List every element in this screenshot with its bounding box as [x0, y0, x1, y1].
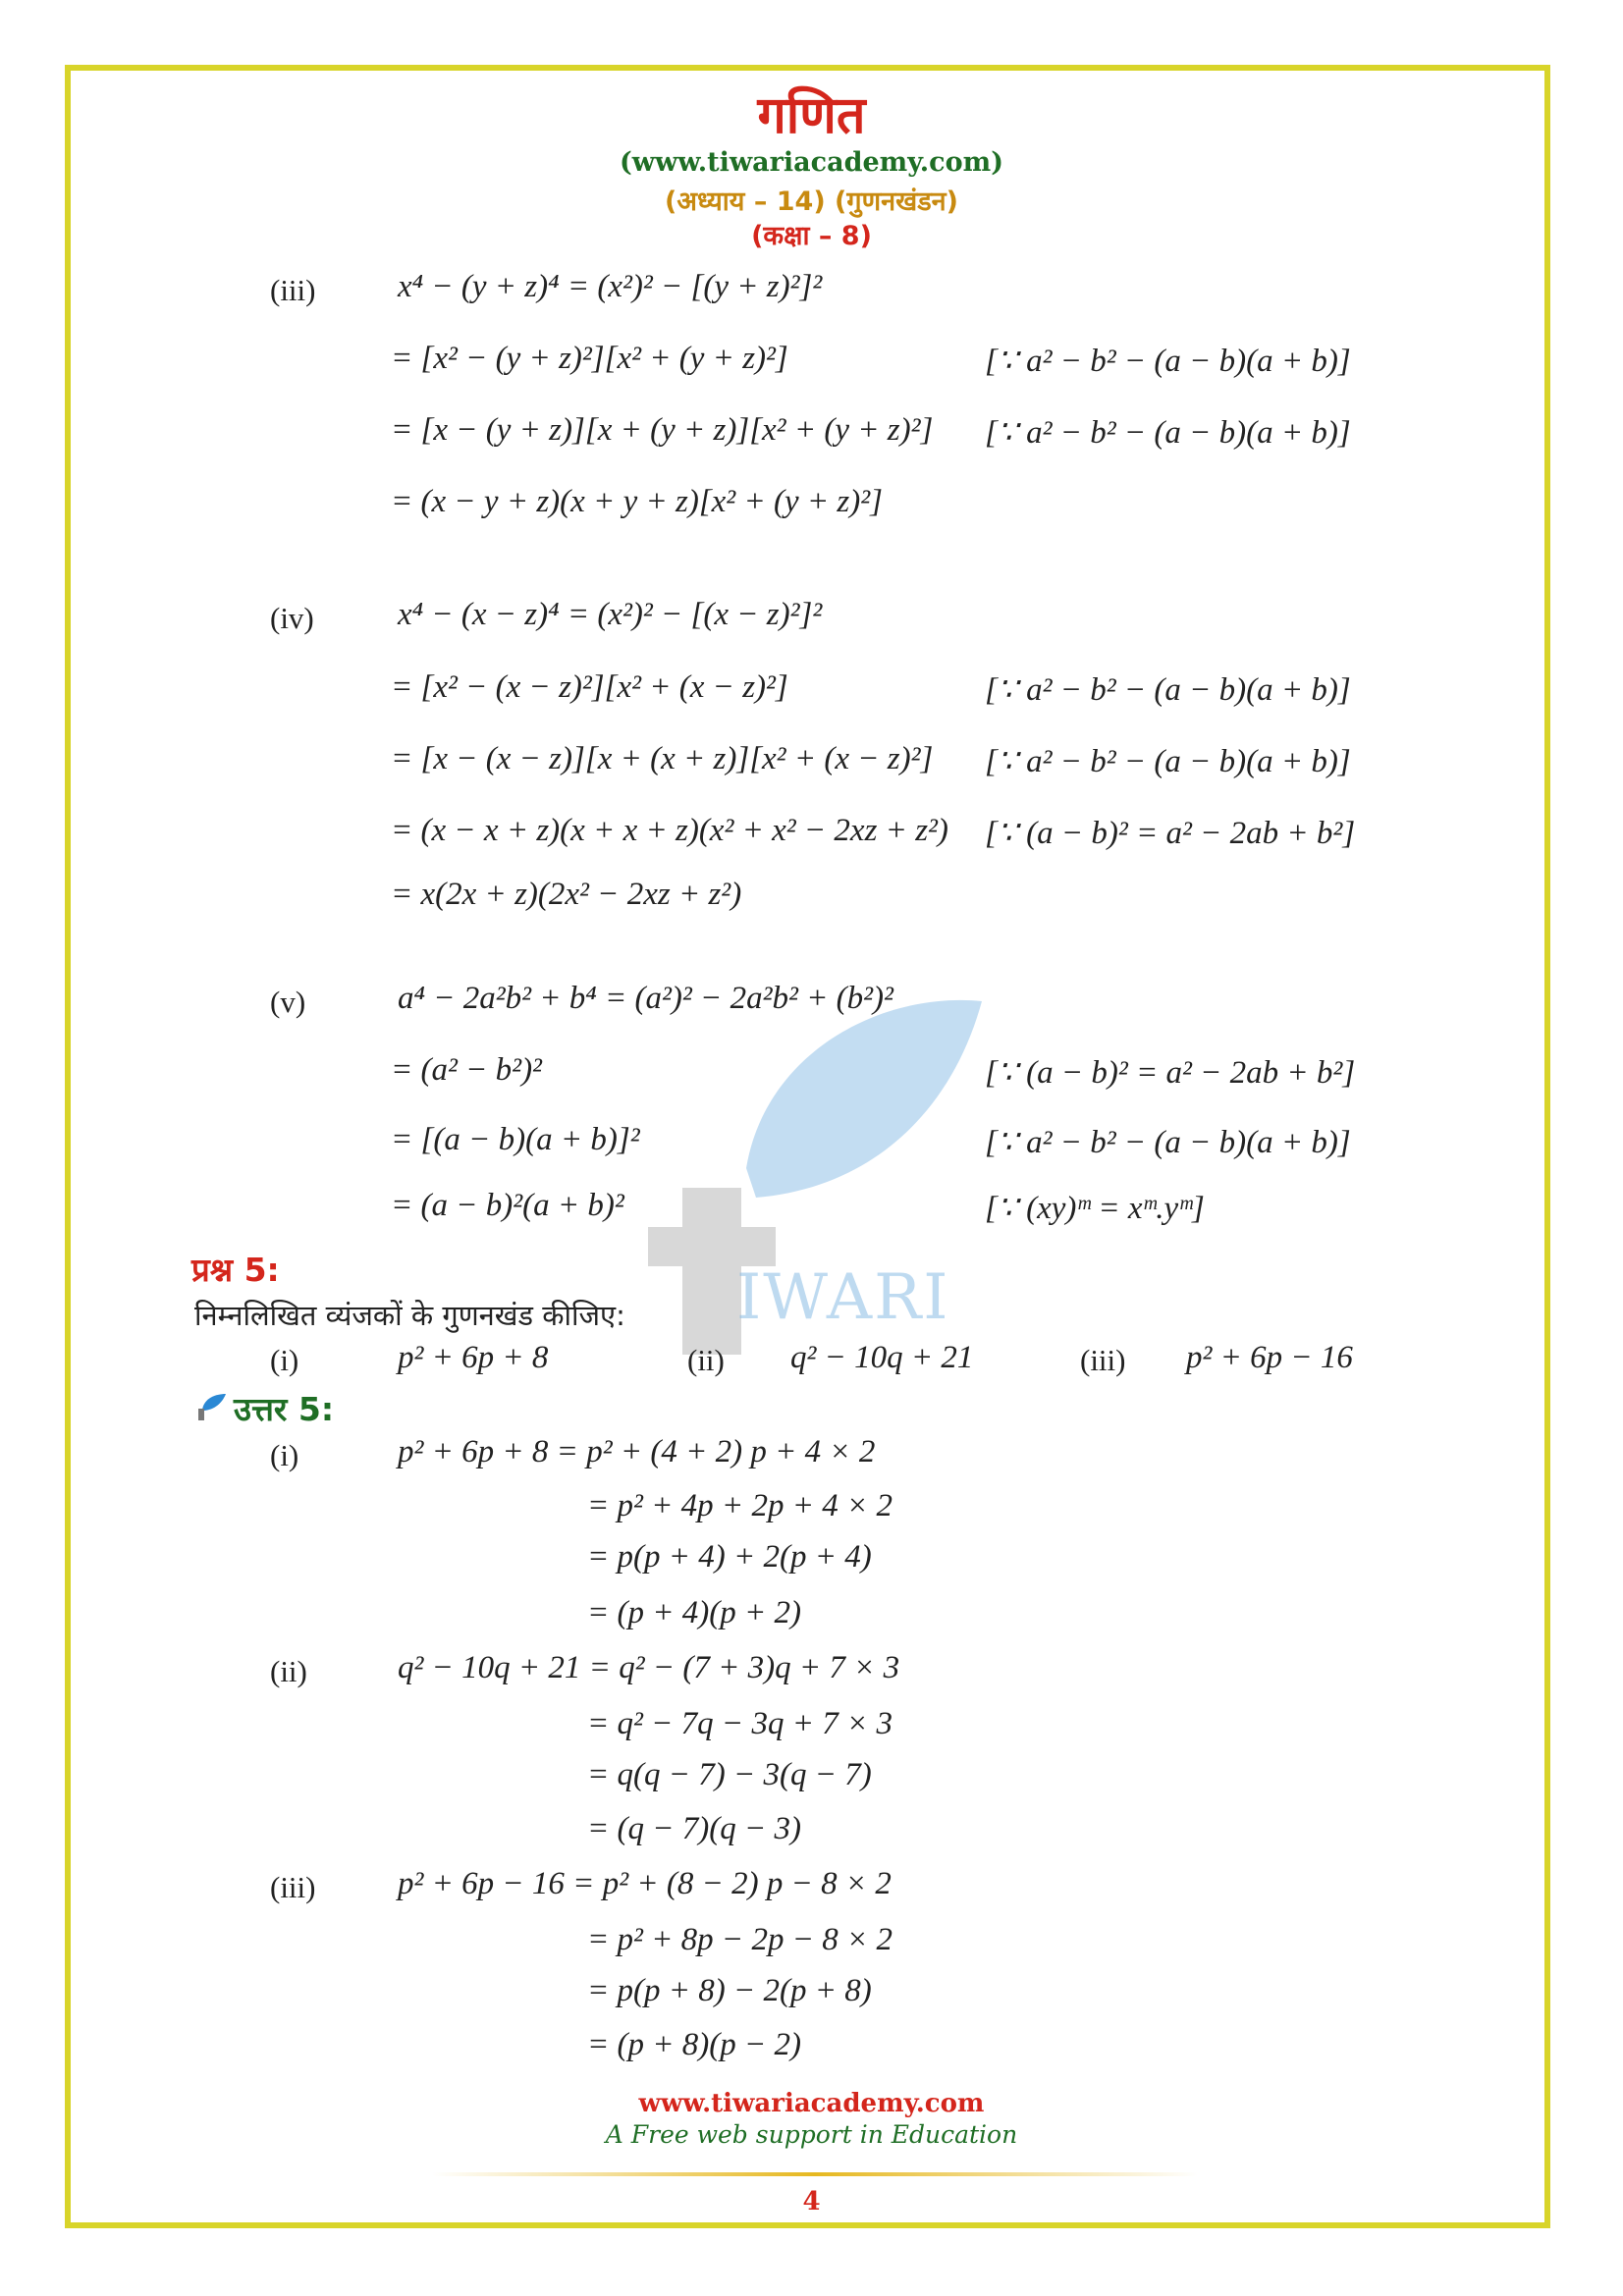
part-v-label: (v): [270, 985, 306, 1019]
footer-divider: [432, 2172, 1198, 2176]
class-info: (कक्षा – 8): [751, 221, 872, 251]
part-iii-line-4: = (x − y + z)(x + y + z)[x² + (y + z)²]: [391, 484, 883, 519]
page-number: 4: [802, 2187, 821, 2216]
answer-heading: उत्तर 5:: [234, 1390, 335, 1428]
question-item-iii-expr: p² + 6p − 16: [1186, 1340, 1353, 1375]
answer-iii-line-3: = p(p + 8) − 2(p + 8): [587, 1973, 872, 2008]
chapter-info: (अध्याय – 14) (गुणनखंडन): [665, 187, 958, 217]
question-item-i-label: (i): [270, 1343, 299, 1377]
question-text: निम्नलिखित व्यंजकों के गुणनखंड कीजिए:: [194, 1299, 625, 1332]
part-iv-line-5: = x(2x + z)(2x² − 2xz + z²): [391, 877, 742, 912]
answer-ii-line-3: = q(q − 7) − 3(q − 7): [587, 1757, 872, 1792]
answer-ii-line-1: q² − 10q + 21 = q² − (7 + 3)q + 7 × 3: [398, 1650, 900, 1685]
answer-iii-line-1: p² + 6p − 16 = p² + (8 − 2) p − 8 × 2: [398, 1866, 892, 1901]
part-v-reason-2: [∵ a² − b² − (a − b)(a + b)]: [985, 1125, 1351, 1160]
answer-i-line-2: = p² + 4p + 2p + 4 × 2: [587, 1488, 893, 1523]
part-iv-line-2: = [x² − (x − z)²][x² + (x − z)²]: [391, 669, 788, 705]
part-iv-line-4: = (x − x + z)(x + x + z)(x² + x² − 2xz + z²): [391, 813, 948, 848]
answer-ii-line-2: = q² − 7q − 3q + 7 × 3: [587, 1706, 893, 1741]
answer-ii-line-4: = (q − 7)(q − 3): [587, 1811, 802, 1846]
header-website: (www.tiwariacademy.com): [620, 147, 1003, 178]
tiwari-small-logo-icon: [194, 1392, 228, 1421]
part-iv-reason-3: [∵ (a − b)² = a² − 2ab + b²]: [985, 816, 1356, 851]
part-iv-reason-1: [∵ a² − b² − (a − b)(a + b)]: [985, 672, 1351, 708]
answer-iii-line-2: = p² + 8p − 2p − 8 × 2: [587, 1922, 893, 1957]
part-iii-reason-1: [∵ a² − b² − (a − b)(a + b)]: [985, 344, 1351, 379]
answer-iii-line-4: = (p + 8)(p − 2): [587, 2027, 802, 2062]
answer-i-label: (i): [270, 1438, 299, 1472]
part-iii-line-2: = [x² − (y + z)²][x² + (y + z)²]: [391, 341, 788, 376]
part-iii-line-1: x⁴ − (y + z)⁴ = (x²)² − [(y + z)²]²: [398, 269, 823, 304]
part-iii-line-3: = [x − (y + z)][x + (y + z)][x² + (y + z)²]: [391, 412, 934, 448]
question-item-ii-label: (ii): [687, 1343, 725, 1377]
part-v-reason-1: [∵ (a − b)² = a² − 2ab + b²]: [985, 1055, 1356, 1091]
part-iii-reason-2: [∵ a² − b² − (a − b)(a + b)]: [985, 415, 1351, 451]
part-v-reason-3: [∵ (xy)ᵐ = xᵐ.yᵐ]: [985, 1191, 1205, 1226]
question-item-i-expr: p² + 6p + 8: [398, 1340, 549, 1375]
question-item-ii-expr: q² − 10q + 21: [790, 1340, 974, 1375]
question-item-iii-label: (iii): [1080, 1343, 1126, 1377]
footer-website: www.tiwariacademy.com: [638, 2089, 985, 2118]
part-iv-line-3: = [x − (x − z)][x + (x + z)][x² + (x − z)²]: [391, 741, 934, 776]
footer-tagline: A Free web support in Education: [605, 2120, 1018, 2149]
answer-iii-label: (iii): [270, 1870, 316, 1904]
answer-ii-label: (ii): [270, 1654, 307, 1688]
part-v-line-2: = (a² − b²)²: [391, 1052, 542, 1088]
part-v-line-1: a⁴ − 2a²b² + b⁴ = (a²)² − 2a²b² + (b²)²: [398, 981, 893, 1016]
answer-i-line-4: = (p + 4)(p + 2): [587, 1595, 802, 1630]
page-title: गणित: [757, 86, 866, 145]
answer-i-line-1: p² + 6p + 8 = p² + (4 + 2) p + 4 × 2: [398, 1434, 876, 1469]
answer-i-line-3: = p(p + 4) + 2(p + 4): [587, 1539, 872, 1575]
part-v-line-3: = [(a − b)(a + b)]²: [391, 1122, 640, 1157]
watermark-text: IWARI: [736, 1261, 950, 1334]
part-iv-reason-2: [∵ a² − b² − (a − b)(a + b)]: [985, 744, 1351, 779]
part-v-line-4: = (a − b)²(a + b)²: [391, 1188, 624, 1223]
part-iv-line-1: x⁴ − (x − z)⁴ = (x²)² − [(x − z)²]²: [398, 597, 823, 632]
part-iii-label: (iii): [270, 273, 316, 307]
question-heading: प्रश्न 5:: [191, 1251, 280, 1289]
part-iv-label: (iv): [270, 601, 314, 635]
